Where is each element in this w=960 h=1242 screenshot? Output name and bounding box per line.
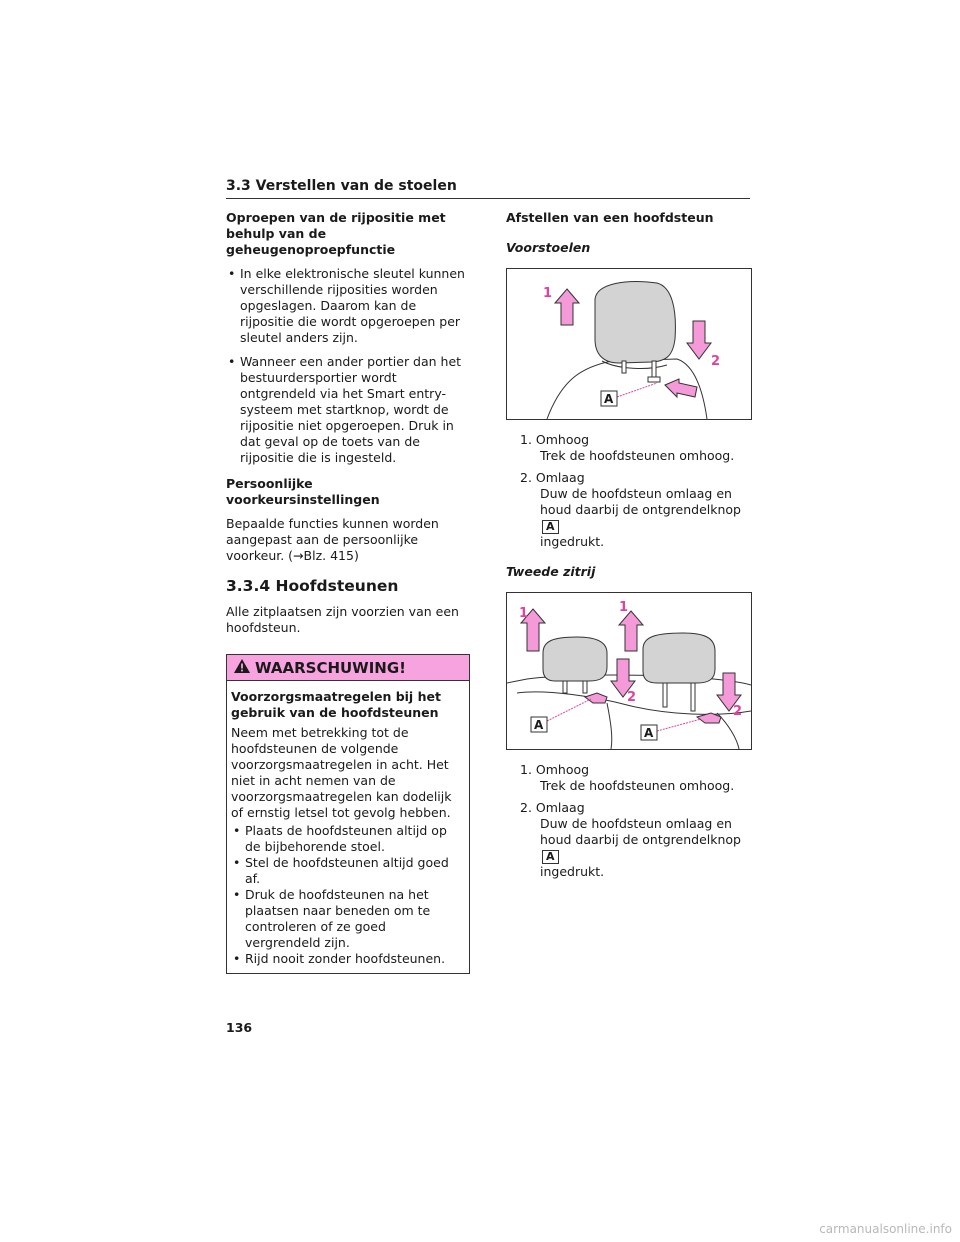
warning-title: Voorzorgsmaatregelen bij het gebruik van de hoofdsteunen	[231, 689, 441, 720]
figure-label: 2	[627, 690, 637, 705]
list-item	[506, 800, 750, 880]
second-row-title: Tweede zitrij	[506, 564, 596, 579]
step-desc-end: ingedrukt.	[540, 534, 605, 549]
step-desc-wrap	[506, 816, 750, 880]
list-item: • In elke elektronische sleutel kunnen verschillende rijposities worden opgeslagen. Daarom kan de rijpositie die wordt opgeroepen per sleutel anders zijn.	[226, 266, 470, 346]
list-item	[506, 432, 750, 464]
warning-body	[227, 681, 469, 973]
step-label: 1. Omhoog	[520, 432, 590, 447]
up-arrow-icon	[555, 289, 579, 325]
right-column	[506, 210, 750, 890]
list-item: • Wanneer een ander portier dan het bestuurdersportier wordt ontgrendeld via het Smart entry-systeem met startknop, wordt de rijpositie niet opgeroepen. Druk in dat geval op de toets van de rijpositie die is ingesteld.	[226, 354, 470, 466]
rear-headrest-figure	[506, 592, 752, 750]
pref-title: Persoonlijke voorkeursinstellingen	[226, 476, 380, 507]
warning-triangle-icon	[233, 658, 251, 677]
warning-label: WAARSCHUWING!	[255, 658, 407, 677]
list-item	[506, 470, 750, 550]
section-header: 3.3 Verstellen van de stoelen	[226, 178, 750, 199]
push-arrow-icon	[665, 379, 697, 397]
figure-label: 2	[711, 354, 721, 369]
list-item: • Druk de hoofdsteunen na het plaatsen naar beneden om te controleren of ze goed vergrendeld zijn.	[231, 887, 465, 951]
recall-bullets	[226, 266, 470, 466]
step-label: 2. Omlaag	[520, 800, 585, 815]
figure-label: 1	[519, 606, 529, 621]
section-title: 3.3.4 Hoofdsteunen	[226, 577, 399, 595]
rear-steps	[506, 762, 750, 880]
step-desc: Duw de hoofdsteun omlaag en houd daarbij de ontgrendelknop	[540, 816, 741, 847]
warning-bullets	[231, 823, 465, 967]
up-arrow-icon	[619, 611, 643, 651]
figure-label: 1	[543, 286, 553, 301]
front-headrest-figure	[506, 268, 752, 420]
left-column	[226, 210, 470, 974]
figure-label: 2	[733, 704, 743, 719]
step-desc: Trek de hoofdsteunen omhoog.	[540, 448, 735, 463]
figure-label-box: A	[534, 718, 544, 732]
button-a-label: A	[542, 520, 559, 534]
down-arrow-icon	[687, 321, 711, 359]
figure-label-box: A	[644, 726, 654, 740]
list-item: • Stel de hoofdsteunen altijd goed af.	[231, 855, 465, 887]
step-label: 1. Omhoog	[520, 762, 590, 777]
warning-header	[227, 655, 469, 681]
figure-label-box: A	[604, 392, 614, 406]
page-number: 136	[226, 1020, 253, 1035]
step-desc-wrap	[506, 486, 750, 550]
front-seats-title: Voorstoelen	[506, 240, 591, 255]
step-desc: Duw de hoofdsteun omlaag en houd daarbij de ontgrendelknop	[540, 486, 741, 517]
warning-text: Neem met betrekking tot de hoofdsteunen de volgende voorzorgsmaatregelen in acht. Het niet in acht nemen van de voorzorgsmaatregelen kan dodelijk of ernstig letsel tot gevolg hebben.	[231, 725, 452, 820]
figure-label: 1	[619, 600, 629, 615]
section-intro: Alle zitplaatsen zijn voorzien van een hoofdsteun.	[226, 604, 459, 635]
step-label: 2. Omlaag	[520, 470, 585, 485]
watermark: carmanualsonline.info	[819, 1222, 952, 1236]
button-a-label: A	[542, 850, 559, 864]
pref-text: Bepaalde functies kunnen worden aangepast aan de persoonlijke voorkeur. (→Blz. 415)	[226, 516, 439, 563]
step-desc: Trek de hoofdsteunen omhoog.	[540, 778, 735, 793]
recall-title: Oproepen van de rijpositie met behulp van de geheugenoproepfunctie	[226, 210, 446, 257]
adjust-title: Afstellen van een hoofdsteun	[506, 210, 714, 225]
step-desc-end: ingedrukt.	[540, 864, 605, 879]
list-item: • Plaats de hoofdsteunen altijd op de bijbehorende stoel.	[231, 823, 465, 855]
list-item	[506, 762, 750, 794]
list-item: • Rijd nooit zonder hoofdsteunen.	[231, 951, 465, 967]
warning-box	[226, 654, 470, 974]
front-steps	[506, 432, 750, 550]
push-arrow-icon	[585, 693, 607, 703]
